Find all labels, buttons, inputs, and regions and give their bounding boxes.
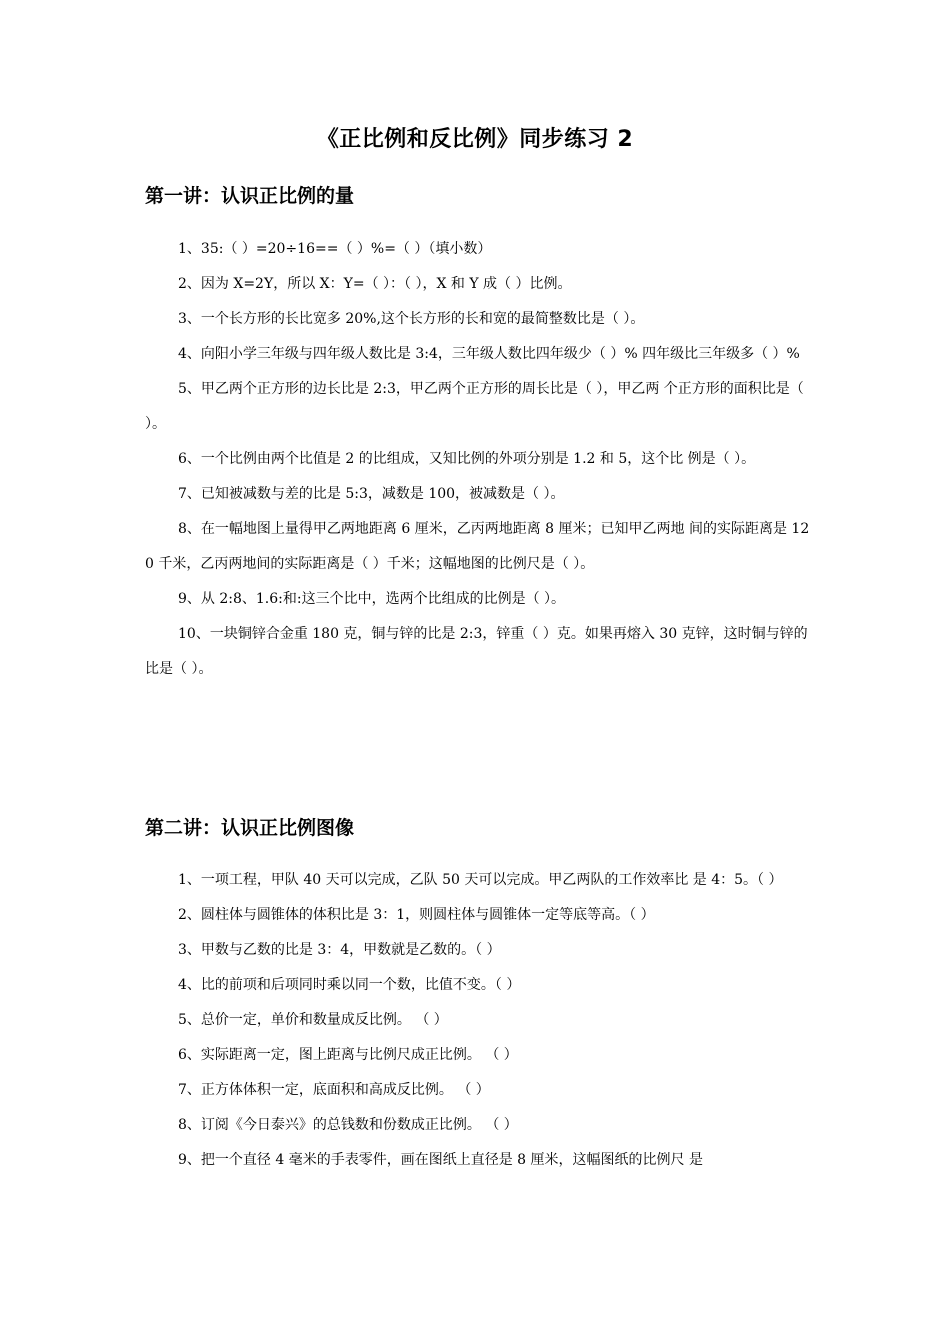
question-item: 7、正方体体积一定，底面积和高成反比例。 （ ） (178, 1082, 490, 1098)
question-item: 3、甲数与乙数的比是 3：4，甲数就是乙数的。（ ） (178, 942, 501, 958)
question-item: 5、总价一定，单价和数量成反比例。 （ ） (178, 1012, 448, 1028)
document-title: 《正比例和反比例》同步练习 2 (316, 127, 634, 152)
section-2-questions (145, 863, 815, 1178)
question-item: 2、因为 X=2Y，所以 X：Y=（ ）：（ ），X 和 Y 成（ ）比例。 (178, 276, 572, 292)
section-1-heading: 第一讲：认识正比例的量 (145, 185, 355, 207)
question-item: 9、把一个直径 4 毫米的手表零件，画在图纸上直径是 8 厘米，这幅图纸的比例尺 是 (178, 1152, 703, 1168)
question-item: 2、圆柱体与圆锥体的体积比是 3：1，则圆柱体与圆锥体一定等底等高。（ ） (178, 907, 655, 923)
question-item: 4、比的前项和后项同时乘以同一个数，比值不变。（ ） (178, 977, 521, 993)
section-2-heading: 第二讲：认识正比例图像 (145, 817, 355, 839)
question-item: 6、实际距离一定，图上距离与比例尺成正比例。 （ ） (178, 1047, 518, 1063)
question-item: 1、一项工程，甲队 40 天可以完成，乙队 50 天可以完成。甲乙两队的工作效率比 是 4：5。（ ） (178, 872, 783, 888)
question-item: 3、一个长方形的长比宽多 20%,这个长方形的长和宽的最简整数比是（ ）。 (178, 311, 645, 327)
question-item: 5、甲乙两个正方形的边长比是 2:3，甲乙两个正方形的周长比是（ ），甲乙两 个正方形的面积比是（ ）。 (145, 381, 804, 432)
question-item: 10、一块铜锌合金重 180 克，铜与锌的比是 2:3，锌重（ ）克。如果再熔入 30 克锌，这时铜与锌的比是（ ）。 (145, 626, 808, 677)
question-item: 9、从 2:8、1.6:和:这三个比中，选两个比组成的比例是（ ）。 (178, 591, 566, 607)
question-item: 8、订阅《今日泰兴》的总钱数和份数成正比例。 （ ） (178, 1117, 518, 1133)
question-item: 7、已知被减数与差的比是 5:3，减数是 100，被减数是（ ）。 (178, 486, 565, 502)
question-item: 4、向阳小学三年级与四年级人数比是 3:4，三年级人数比四年级少（ ）% 四年级比三年级多（ ）% (178, 346, 800, 362)
question-item: 8、在一幅地图上量得甲乙两地距离 6 厘米，乙丙两地距离 8 厘米；已知甲乙两地 间的实际距离是 120 千米，乙丙两地间的实际距离是（ ）千米；这幅地图的比例尺是（ ）。 (145, 521, 810, 572)
question-item: 6、一个比例由两个比值是 2 的比组成，又知比例的外项分别是 1.2 和 5，这个比 例是（ ）。 (178, 451, 756, 467)
question-item: 1、35:（ ）=20÷16==（ ）%=（ ）（填小数） (178, 241, 492, 257)
section-1-questions (145, 232, 815, 687)
